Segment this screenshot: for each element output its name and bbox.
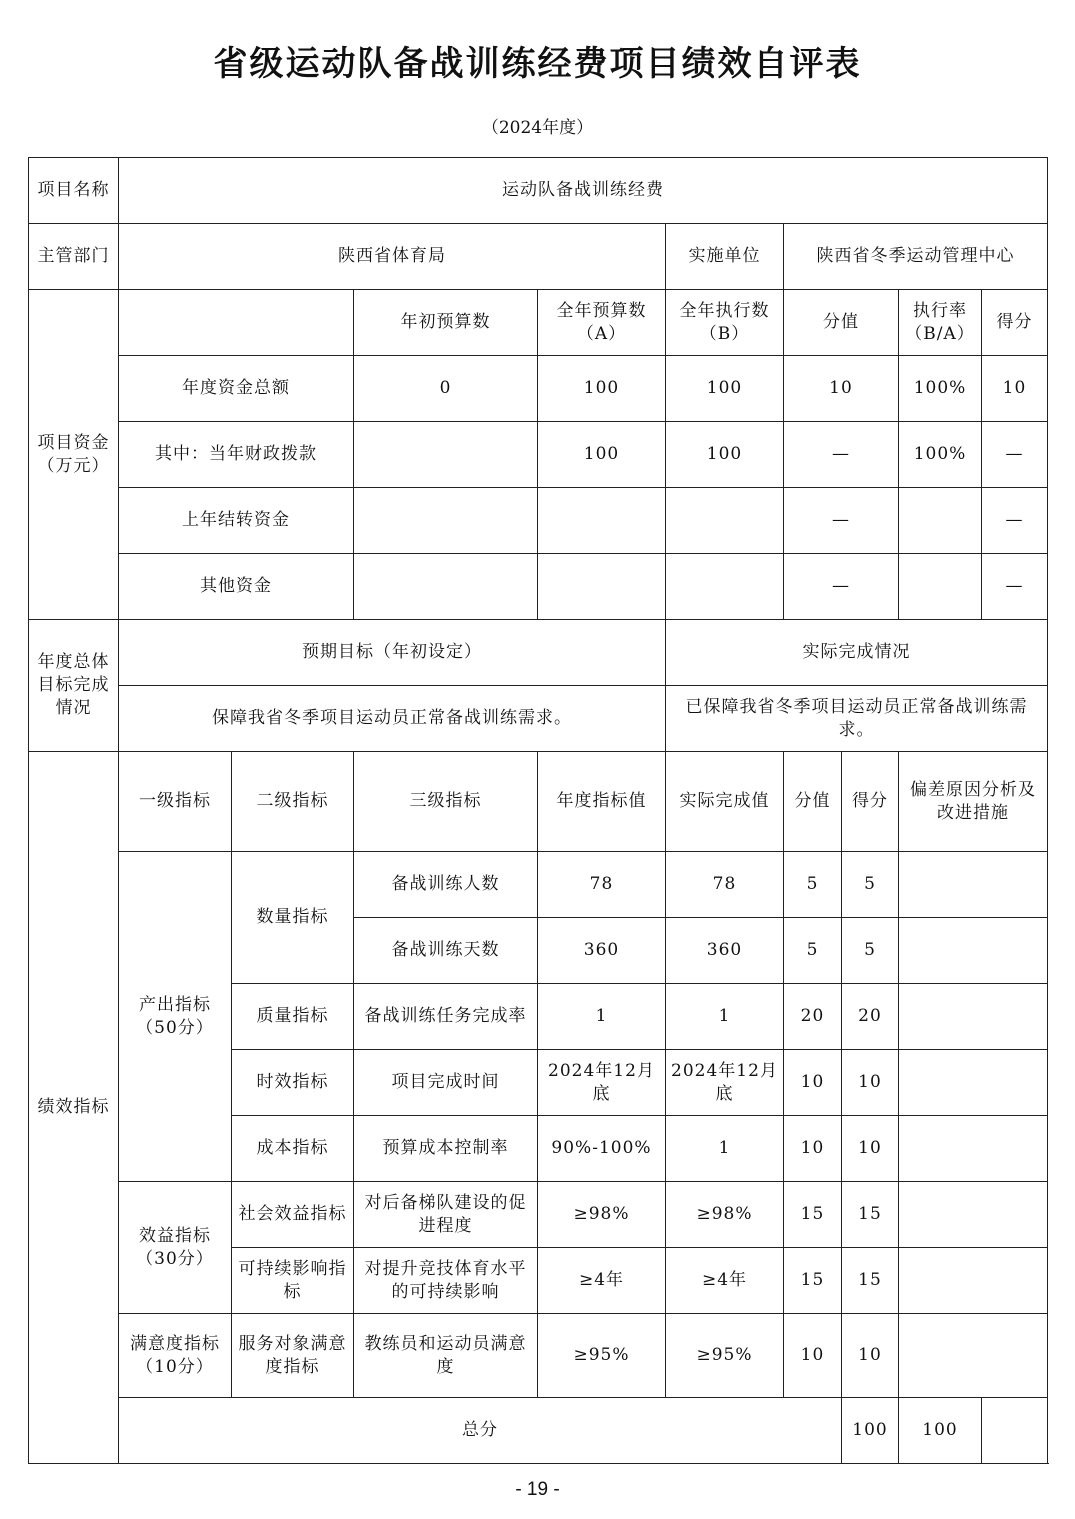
actual-value: 1 xyxy=(666,984,784,1050)
level2-cost: 成本指标 xyxy=(232,1116,354,1182)
level2-timeliness: 时效指标 xyxy=(232,1050,354,1116)
perf-header-score: 得分 xyxy=(842,752,899,852)
score: 10 xyxy=(842,1050,899,1116)
funds-cell xyxy=(899,488,982,554)
perf-row xyxy=(29,852,1048,918)
funds-header-blank xyxy=(119,290,354,356)
funds-cell: — xyxy=(784,488,899,554)
funds-cell: — xyxy=(982,554,1048,620)
level2-satisfaction: 服务对象满意度指标 xyxy=(232,1314,354,1398)
score: 15 xyxy=(842,1248,899,1314)
level3-indicator: 教练员和运动员满意度 xyxy=(354,1314,538,1398)
funds-cell: 0 xyxy=(354,356,538,422)
perf-header-deviation: 偏差原因分析及改进措施 xyxy=(899,752,1048,852)
total-score-value: 100 xyxy=(842,1398,899,1464)
funds-row xyxy=(29,422,1048,488)
funds-cell: 10 xyxy=(982,356,1048,422)
funds-row-name: 上年结转资金 xyxy=(119,488,354,554)
perf-row xyxy=(29,1182,1048,1248)
target-value: 360 xyxy=(538,918,666,984)
funds-label: 项目资金（万元） xyxy=(29,290,119,620)
dept-label: 主管部门 xyxy=(29,224,119,290)
goal-actual-text: 已保障我省冬季项目运动员正常备战训练需求。 xyxy=(666,686,1048,752)
score: 20 xyxy=(842,984,899,1050)
funds-cell xyxy=(354,488,538,554)
score-value: 10 xyxy=(784,1050,842,1116)
target-value: 78 xyxy=(538,852,666,918)
goal-label: 年度总体目标完成情况 xyxy=(29,620,119,752)
funds-header-score: 得分 xyxy=(982,290,1048,356)
funds-cell: 100 xyxy=(538,422,666,488)
level3-indicator: 备战训练任务完成率 xyxy=(354,984,538,1050)
goal-actual-header: 实际完成情况 xyxy=(666,620,1048,686)
level2-sustainable: 可持续影响指标 xyxy=(232,1248,354,1314)
target-value: 2024年12月底 xyxy=(538,1050,666,1116)
actual-value: 2024年12月底 xyxy=(666,1050,784,1116)
perf-header-score-value: 分值 xyxy=(784,752,842,852)
score: 5 xyxy=(842,852,899,918)
score: 10 xyxy=(842,1314,899,1398)
funds-cell: — xyxy=(982,488,1048,554)
perf-label: 绩效指标 xyxy=(29,752,119,1464)
deviation-note xyxy=(899,1182,1048,1248)
level3-indicator: 对提升竞技体育水平的可持续影响 xyxy=(354,1248,538,1314)
score-value: 10 xyxy=(784,1116,842,1182)
perf-row xyxy=(29,1314,1048,1398)
funds-cell: 100 xyxy=(666,356,784,422)
level3-indicator: 预算成本控制率 xyxy=(354,1116,538,1182)
score-value: 5 xyxy=(784,852,842,918)
funds-cell xyxy=(354,554,538,620)
level2-social: 社会效益指标 xyxy=(232,1182,354,1248)
level1-output: 产出指标（50分） xyxy=(119,852,232,1182)
funds-cell xyxy=(666,488,784,554)
funds-cell: 100 xyxy=(666,422,784,488)
dept-value: 陕西省体育局 xyxy=(119,224,666,290)
perf-header-target: 年度指标值 xyxy=(538,752,666,852)
level2-quantity: 数量指标 xyxy=(232,852,354,984)
deviation-note xyxy=(899,852,1048,918)
funds-row xyxy=(29,356,1048,422)
self-evaluation-table xyxy=(28,157,1048,1464)
funds-cell: — xyxy=(784,422,899,488)
page-number: - 19 - xyxy=(515,1479,560,1500)
deviation-note xyxy=(899,1050,1048,1116)
score-value: 15 xyxy=(784,1182,842,1248)
level1-benefit: 效益指标（30分） xyxy=(119,1182,232,1314)
perf-header-l2: 二级指标 xyxy=(232,752,354,852)
level1-satisfaction: 满意度指标（10分） xyxy=(119,1314,232,1398)
impl-unit-value: 陕西省冬季运动管理中心 xyxy=(784,224,1048,290)
funds-cell xyxy=(666,554,784,620)
funds-header-score-value: 分值 xyxy=(784,290,899,356)
deviation-note xyxy=(899,984,1048,1050)
funds-row xyxy=(29,488,1048,554)
funds-cell: 100% xyxy=(899,356,982,422)
score-value: 5 xyxy=(784,918,842,984)
year-label: （2024年度） xyxy=(481,118,594,138)
total-score: 100 xyxy=(899,1398,982,1464)
deviation-note xyxy=(899,1116,1048,1182)
funds-row-name: 其中：当年财政拨款 xyxy=(119,422,354,488)
target-value: 90%-100% xyxy=(538,1116,666,1182)
funds-cell: 100 xyxy=(538,356,666,422)
funds-header-initial: 年初预算数 xyxy=(354,290,538,356)
funds-row-name: 其他资金 xyxy=(119,554,354,620)
target-value: ≥95% xyxy=(538,1314,666,1398)
impl-unit-label: 实施单位 xyxy=(666,224,784,290)
level2-quality: 质量指标 xyxy=(232,984,354,1050)
project-name-label: 项目名称 xyxy=(29,158,119,224)
actual-value: ≥98% xyxy=(666,1182,784,1248)
score: 5 xyxy=(842,918,899,984)
target-value: 1 xyxy=(538,984,666,1050)
goal-expected-header: 预期目标（年初设定） xyxy=(119,620,666,686)
score: 15 xyxy=(842,1182,899,1248)
target-value: ≥4年 xyxy=(538,1248,666,1314)
funds-cell xyxy=(538,488,666,554)
project-name-value: 运动队备战训练经费 xyxy=(119,158,1048,224)
funds-header-budget: 全年预算数（A） xyxy=(538,290,666,356)
funds-cell: 10 xyxy=(784,356,899,422)
level3-indicator: 项目完成时间 xyxy=(354,1050,538,1116)
deviation-note xyxy=(899,1248,1048,1314)
funds-row-name: 年度资金总额 xyxy=(119,356,354,422)
score: 10 xyxy=(842,1116,899,1182)
deviation-note xyxy=(899,918,1048,984)
funds-cell: — xyxy=(784,554,899,620)
funds-cell xyxy=(899,554,982,620)
actual-value: ≥4年 xyxy=(666,1248,784,1314)
funds-cell xyxy=(354,422,538,488)
perf-header-l1: 一级指标 xyxy=(119,752,232,852)
total-label: 总分 xyxy=(119,1398,842,1464)
funds-header-exec: 全年执行数（B） xyxy=(666,290,784,356)
actual-value: 360 xyxy=(666,918,784,984)
actual-value: 78 xyxy=(666,852,784,918)
target-value: ≥98% xyxy=(538,1182,666,1248)
score-value: 20 xyxy=(784,984,842,1050)
perf-header-actual: 实际完成值 xyxy=(666,752,784,852)
total-note xyxy=(982,1398,1048,1464)
funds-cell xyxy=(538,554,666,620)
funds-row xyxy=(29,554,1048,620)
actual-value: ≥95% xyxy=(666,1314,784,1398)
level3-indicator: 对后备梯队建设的促进程度 xyxy=(354,1182,538,1248)
perf-header-l3: 三级指标 xyxy=(354,752,538,852)
actual-value: 1 xyxy=(666,1116,784,1182)
score-value: 15 xyxy=(784,1248,842,1314)
deviation-note xyxy=(899,1314,1048,1398)
score-value: 10 xyxy=(784,1314,842,1398)
level3-indicator: 备战训练天数 xyxy=(354,918,538,984)
level3-indicator: 备战训练人数 xyxy=(354,852,538,918)
funds-cell: 100% xyxy=(899,422,982,488)
page-title: 省级运动队备战训练经费项目绩效自评表 xyxy=(213,44,862,84)
funds-header-rate: 执行率（B/A） xyxy=(899,290,982,356)
goal-expected-text: 保障我省冬季项目运动员正常备战训练需求。 xyxy=(119,686,666,752)
funds-cell: — xyxy=(982,422,1048,488)
